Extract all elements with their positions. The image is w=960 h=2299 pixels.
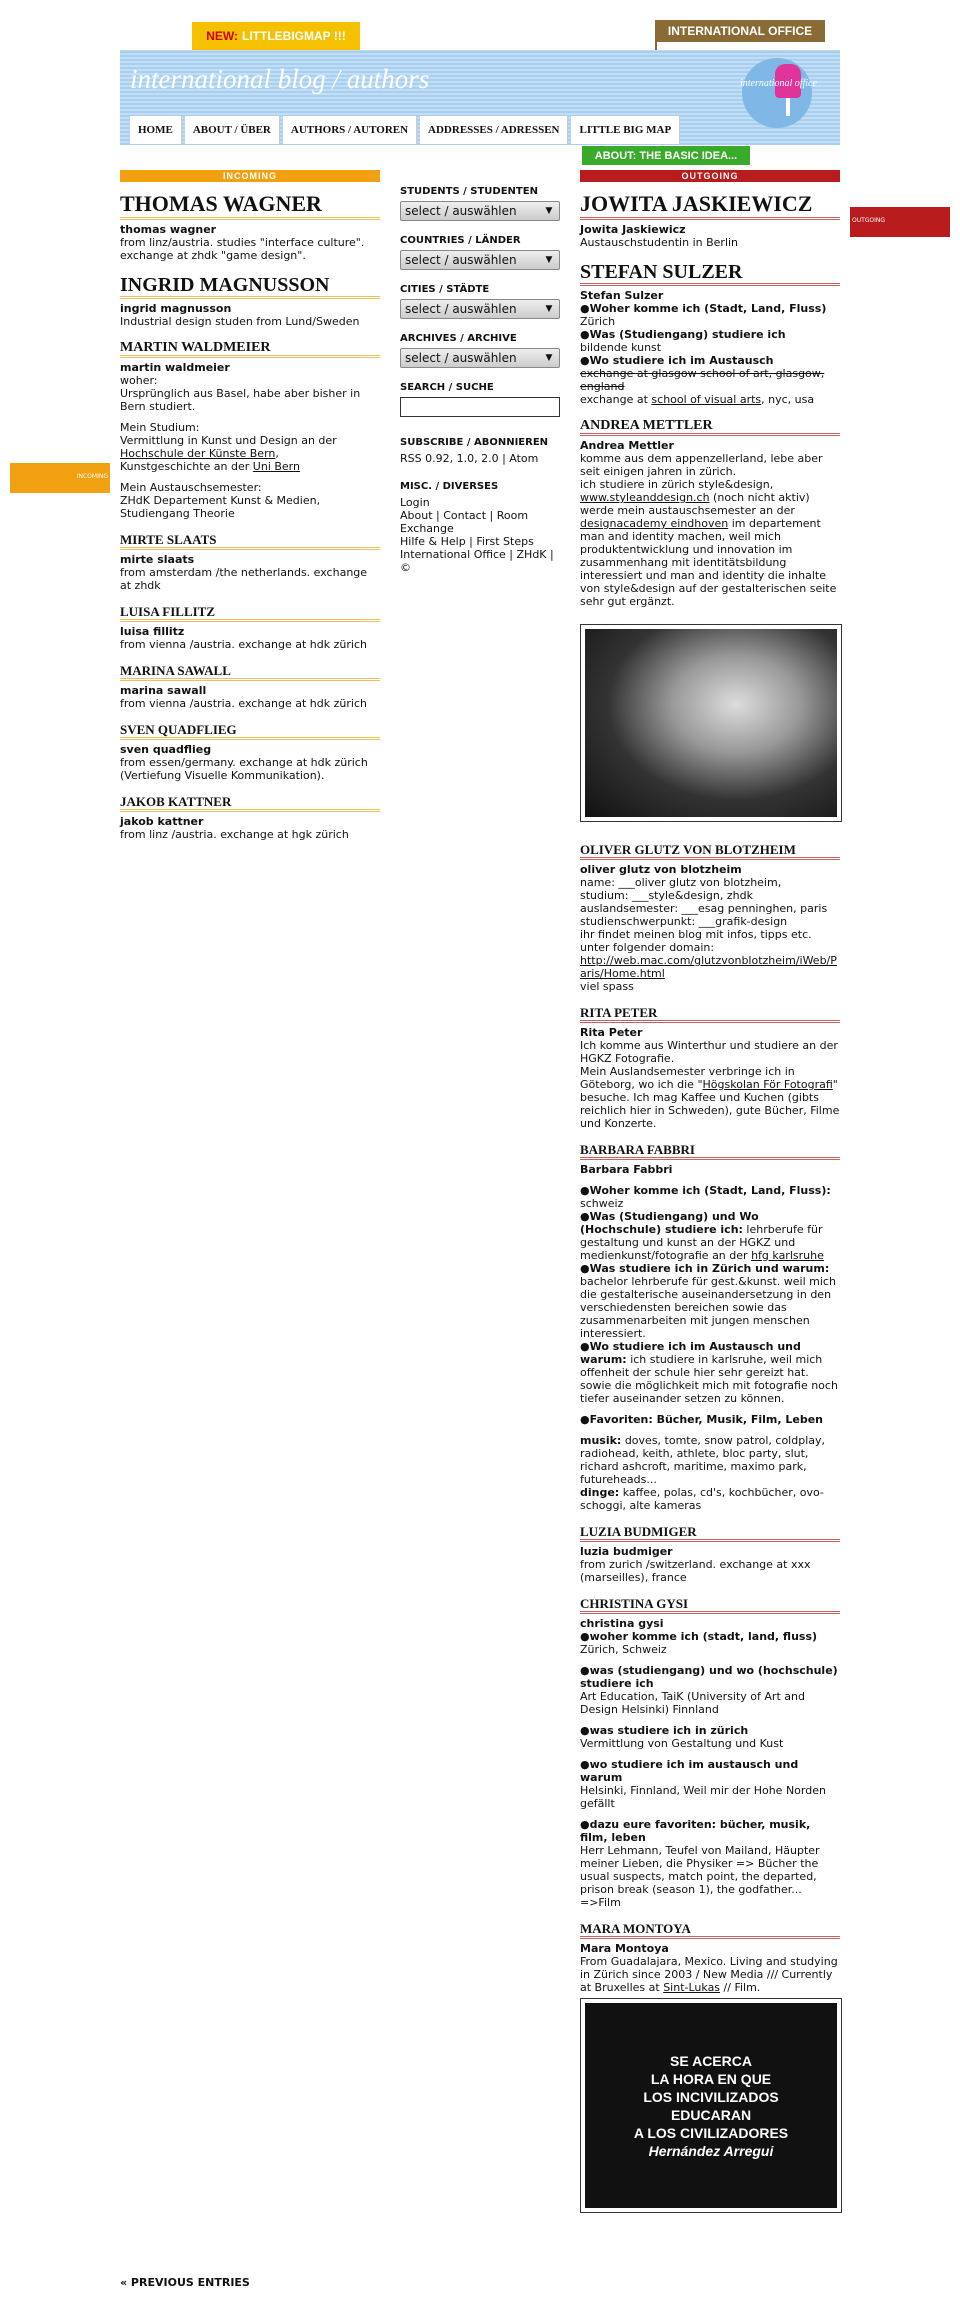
question: ●Was (Studiengang) studiere ich: [580, 328, 786, 341]
author-entry: [120, 604, 380, 651]
author-text: from vienna /austria. exchange at hdk zürich: [120, 697, 367, 710]
author-heading[interactable]: MIRTE SLAATS: [120, 532, 380, 550]
mara-video-still[interactable]: SE ACERCA LA HORA EN QUE LOS INCIVILIZADOS EDUCARAN A LOS CIVILIZADORES Hernández Arregui: [580, 1998, 842, 2213]
nav-authors[interactable]: AUTHORS / AUTOREN: [283, 116, 416, 144]
author-text: from vienna /austria. exchange at hdk zürich: [120, 638, 367, 651]
sint-lukas-link[interactable]: Sint-Lukas: [663, 1981, 721, 1994]
author-heading[interactable]: CHRISTINA GYSI: [580, 1596, 840, 1614]
author-heading[interactable]: MARINA SAWALL: [120, 663, 380, 681]
sidebar-column: [400, 172, 565, 574]
author-name: luisa fillitz: [120, 625, 185, 638]
answer: Zürich: [580, 315, 616, 328]
uni-bern-link[interactable]: Uni Bern: [252, 460, 300, 473]
author-text: Mein Studium:: [120, 421, 200, 434]
author-entry: OLIVER GLUTZ VON BLOTZHEIM oliver glutz von blotzheim name: ___oliver glutz von blotzheim, studium: ___style&design, zhdk auslandsemester: ___esag penninghen, paris studienschwerpunkt: ___grafik-design ihr findet meinen blog mit infos, tipps etc. unter folgender domain: http://web.mac.com/glutzvonblotzheim/iWeb/Paris/Home.html viel spass: [580, 842, 840, 993]
author-name: Jowita Jaskiewicz: [580, 223, 686, 236]
author-text: Industrial design studen from Lund/Sweden: [120, 315, 360, 328]
archives-select[interactable]: select / auswählen ▼: [400, 348, 560, 368]
author-heading[interactable]: JOWITA JASKIEWICZ: [580, 192, 840, 220]
andrea-photo: [580, 624, 842, 822]
icecream-stick: [786, 98, 790, 116]
author-heading[interactable]: SVEN QUADFLIEG: [120, 722, 380, 740]
incoming-column: [120, 184, 380, 841]
author-entry: ANDREA METTLER Andrea Mettler komme aus dem appenzellerland, lebe aber seit einigen jahren in zürich. ich studiere in zürich style&design, www.styleanddesign.ch (noch nicht aktiv) werde mein austauschsemester an der designacademy eindhoven im departement man and identity machen, weil mich produktentwicklung und innovation im zusammenhang mit identitätsbildung interessiert und man and identity die inhalte von style&design auf der gestalterischen seite sehr gut ergänzt.: [580, 418, 840, 822]
author-text: from linz /austria. exchange at hgk zürich: [120, 828, 349, 841]
author-entry: [120, 663, 380, 710]
author-heading[interactable]: INGRID MAGNUSSON: [120, 274, 380, 299]
misc-links[interactable]: About | Contact | Room Exchange: [400, 509, 529, 535]
author-heading[interactable]: BARBARA FABBRI: [580, 1142, 840, 1160]
new-prefix: NEW:: [206, 29, 238, 43]
author-heading[interactable]: MARA MONTOYA: [580, 1921, 840, 1939]
cities-heading: CITIES / STÄDTE: [400, 284, 490, 295]
author-heading[interactable]: ANDREA METTLER: [580, 418, 840, 436]
outgoing-side-label: OUTGOING: [852, 217, 886, 224]
struck-text: exchange at glasgow school of art, glasgow, england: [580, 367, 825, 393]
author-entry: [120, 532, 380, 592]
nav-home[interactable]: HOME: [130, 116, 181, 144]
author-name: christina gysi: [580, 1617, 664, 1630]
international-office-tab[interactable]: INTERNATIONAL OFFICE: [655, 20, 825, 42]
author-heading[interactable]: MARTIN WALDMEIER: [120, 340, 380, 358]
search-heading: SEARCH / SUCHE: [400, 382, 494, 393]
nav-about[interactable]: ABOUT / ÜBER: [185, 116, 279, 144]
nav-addresses[interactable]: ADDRESSES / ADRESSEN: [420, 116, 567, 144]
author-entry: LUZIA BUDMIGER luzia budmiger from zurich /switzerland. exchange at xxx (marseilles), france: [580, 1524, 840, 1584]
new-littlebigmap-badge[interactable]: [192, 22, 360, 50]
oliver-blog-link[interactable]: http://web.mac.com/glutzvonblotzheim/iWeb/Paris/Home.html: [580, 954, 837, 980]
incoming-bar: INCOMING: [120, 170, 380, 182]
author-text: exchange at zhdk "game design".: [120, 249, 306, 262]
author-text: Austauschstudentin in Berlin: [580, 236, 739, 249]
new-label: LITTLEBIGMAP !!!: [242, 29, 346, 43]
logo-text: international office: [740, 78, 817, 89]
site-title: international blog / authors: [130, 64, 430, 94]
designacademy-link[interactable]: designacademy eindhoven: [580, 517, 729, 530]
author-name: Barbara Fabbri: [580, 1163, 673, 1176]
misc-links[interactable]: International Office | ZHdK |: [400, 548, 554, 561]
author-text: Kunstgeschichte an der: [120, 460, 253, 473]
author-entry: [120, 192, 380, 262]
hkb-link[interactable]: Hochschule der Künste Bern: [120, 447, 276, 460]
author-name: Rita Peter: [580, 1026, 643, 1039]
author-entry: [580, 192, 840, 249]
author-text: komme aus dem appenzellerland, lebe aber seit einigen jahren in zürich.: [580, 452, 823, 478]
main-nav: [130, 116, 679, 144]
countries-select[interactable]: select / auswählen ▼: [400, 250, 560, 270]
author-text: from amsterdam /the netherlands. exchange at zhdk: [120, 566, 368, 592]
students-heading: STUDENTS / STUDENTEN: [400, 186, 538, 197]
author-text: from linz/austria. studies "interface culture".: [120, 236, 365, 249]
author-name: mirte slaats: [120, 553, 195, 566]
author-entry: STEFAN SULZER Stefan Sulzer ●Woher komme ich (Stadt, Land, Fluss) Zürich ●Was (Studiengang) studiere ich bildende kunst ●Wo studiere ich im Austausch exchange at glasgow school of art, glasgow, england exchange at school of visual arts, nyc, usa: [580, 261, 840, 406]
author-entry: [120, 794, 380, 841]
about-basic-idea-button[interactable]: ABOUT: THE BASIC IDEA...: [582, 146, 750, 165]
author-name: Mara Montoya: [580, 1942, 669, 1955]
chevron-down-icon: ▼: [545, 206, 553, 216]
login-link[interactable]: Login: [400, 496, 430, 509]
author-heading[interactable]: OLIVER GLUTZ VON BLOTZHEIM: [580, 842, 840, 860]
author-text: ZHdK Departement Kunst & Medien, Studiengang Theorie: [120, 494, 321, 520]
hogskolan-link[interactable]: Högskolan För Fotografi: [702, 1078, 833, 1091]
subscribe-heading: SUBSCRIBE / ABONNIEREN: [400, 437, 549, 448]
misc-heading: MISC. / DIVERSES: [400, 481, 499, 492]
question: ●Woher komme ich (Stadt, Land, Fluss): [580, 302, 827, 315]
author-heading[interactable]: JAKOB KATTNER: [120, 794, 380, 812]
countries-heading: COUNTRIES / LÄNDER: [400, 235, 521, 246]
author-entry: BARBARA FABBRI Barbara Fabbri ●Woher komme ich (Stadt, Land, Fluss): schweiz ●Was (Studiengang) und Wo (Hochschule) studiere ich: lehrberufe für gestaltung und kunst an der HGKZ und medienkunst/fotografie an der hfg karlsruhe ●Was studiere ich in Zürich und warum: bachelor lehrberufe für gest.&kunst. weil mich die gestalterische auseinandersetzung in den verschiedensten bereichen sowie das zusammenarbeiten mit jungen menschen interessiert. ●Wo studiere ich im Austausch und warum: ich studiere in karlsruhe, weil mich offenheit der schule hier sehr gereizt hat. sowie die möglichkeit mich mit fotografie noch tiefer auseinander setzen zu können. ●Favoriten: Bücher, Musik, Film, Leben musik: doves, tomte, snow patrol, coldplay, radiohead, keith, athlete, bloc party, slut, richard ashcroft, maritime, maximo park, futureheads... dinge: kaffee, polas, cd's, kochbücher, ovo-schoggi, alte kameras: [580, 1142, 840, 1512]
outgoing-column: [580, 184, 840, 2213]
author-name: ingrid magnusson: [120, 302, 232, 315]
chevron-down-icon: ▼: [545, 353, 553, 363]
students-select[interactable]: select / auswählen ▼: [400, 201, 560, 221]
author-entry: MARTIN WALDMEIER martin waldmeier woher: Ursprünglich aus Basel, habe aber bisher in Bern studiert. Mein Studium: Vermittlung in Kunst und Design an der Hochschule der Künste Bern, Kunstgeschichte an der Uni Bern Mein Austauschsemester: ZHdK Departement Kunst & Medien, Studiengang Theorie: [120, 340, 380, 520]
author-name: luzia budmiger: [580, 1545, 673, 1558]
author-entry: [120, 722, 380, 782]
author-heading[interactable]: RITA PETER: [580, 1005, 840, 1023]
author-name: martin waldmeier: [120, 361, 230, 374]
answer: bildende kunst: [580, 341, 662, 354]
nav-little-big-map[interactable]: LITTLE BIG MAP: [571, 116, 679, 144]
author-entry: CHRISTINA GYSI christina gysi ●woher komme ich (stadt, land, fluss) Zürich, Schweiz ●was (studiengang) und wo (hochschule) studiere ich Art Education, TaiK (University of Art and Design Helsinki) Finnland ●was studiere ich in zürich Vermittlung von Gestaltung und Kust ●wo studiere ich im austausch und warum Helsinki, Finnland, Weil mir der Hohe Norden gefällt ●dazu eure favoriten: bücher, musik, film, leben Herr Lehmann, Teufel von Mailand, Häupter meiner Lieben, die Physiker => Bücher the usual suspects, match point, the departed, prison break (season 1), the godfather... =>Film: [580, 1596, 840, 1909]
previous-entries-link[interactable]: « PREVIOUS ENTRIES: [120, 2276, 250, 2289]
author-heading[interactable]: THOMAS WAGNER: [120, 192, 380, 220]
author-entry: [120, 274, 380, 328]
author-heading[interactable]: LUZIA BUDMIGER: [580, 1524, 840, 1542]
misc-links[interactable]: Hilfe & Help | First Steps: [400, 535, 534, 548]
author-name: jakob kattner: [120, 815, 204, 828]
search-input[interactable]: [400, 397, 560, 417]
author-name: thomas wagner: [120, 223, 217, 236]
author-text: Ursprünglich aus Basel, habe aber bisher in Bern studiert.: [120, 387, 361, 413]
outgoing-side-marker: [850, 207, 950, 237]
chevron-down-icon: ▼: [545, 255, 553, 265]
author-name: oliver glutz von blotzheim: [580, 863, 742, 876]
author-entry: RITA PETER Rita Peter Ich komme aus Winterthur und studiere an der HGKZ Fotografie. Mein Auslandsemester verbringe ich in Göteborg, wo ich die "Högskolan För Fotografi" besuche. Ich mag Kaffee und Kuchen (gibts reichlich hier in Schweden), gute Bücher, Filme und Konzerte.: [580, 1005, 840, 1130]
copyright: ©: [400, 561, 411, 574]
author-entry: MARA MONTOYA Mara Montoya From Guadalajara, Mexico. Living and studying in Zürich since 2003 / New Media /// Currently at Bruxelles at Sint-Lukas // Film. SE ACERCA LA HORA EN QUE LOS INCIVILIZADOS EDUCARAN A LOS CIVILIZADORES Hernández Arregui: [580, 1921, 840, 2213]
author-name: sven quadflieg: [120, 743, 212, 756]
sva-link[interactable]: school of visual arts: [651, 393, 762, 406]
author-name: Stefan Sulzer: [580, 289, 664, 302]
author-name: marina sawall: [120, 684, 207, 697]
question: ●Wo studiere ich im Austausch: [580, 354, 774, 367]
archives-heading: ARCHIVES / ARCHIVE: [400, 333, 517, 344]
hfg-karlsruhe-link[interactable]: hfg karlsruhe: [751, 1249, 824, 1262]
incoming-side-label: INCOMING: [76, 473, 108, 480]
author-heading[interactable]: STEFAN SULZER: [580, 261, 840, 286]
subscribe-links[interactable]: RSS 0.92, 1.0, 2.0 | Atom: [400, 452, 539, 465]
author-text: Mein Austauschsemester:: [120, 481, 262, 494]
outgoing-bar: OUTGOING: [580, 170, 840, 182]
author-name: Andrea Mettler: [580, 439, 674, 452]
chevron-down-icon: ▼: [545, 304, 553, 314]
author-text: woher:: [120, 374, 158, 387]
cities-select[interactable]: select / auswählen ▼: [400, 299, 560, 319]
styleanddesign-link[interactable]: www.styleanddesign.ch: [580, 491, 710, 504]
author-text: Vermittlung in Kunst und Design an der: [120, 434, 337, 447]
incoming-side-marker: [10, 463, 110, 493]
author-text: from essen/germany. exchange at hdk zürich (Vertiefung Visuelle Kommunikation).: [120, 756, 368, 782]
author-heading[interactable]: LUISA FILLITZ: [120, 604, 380, 622]
